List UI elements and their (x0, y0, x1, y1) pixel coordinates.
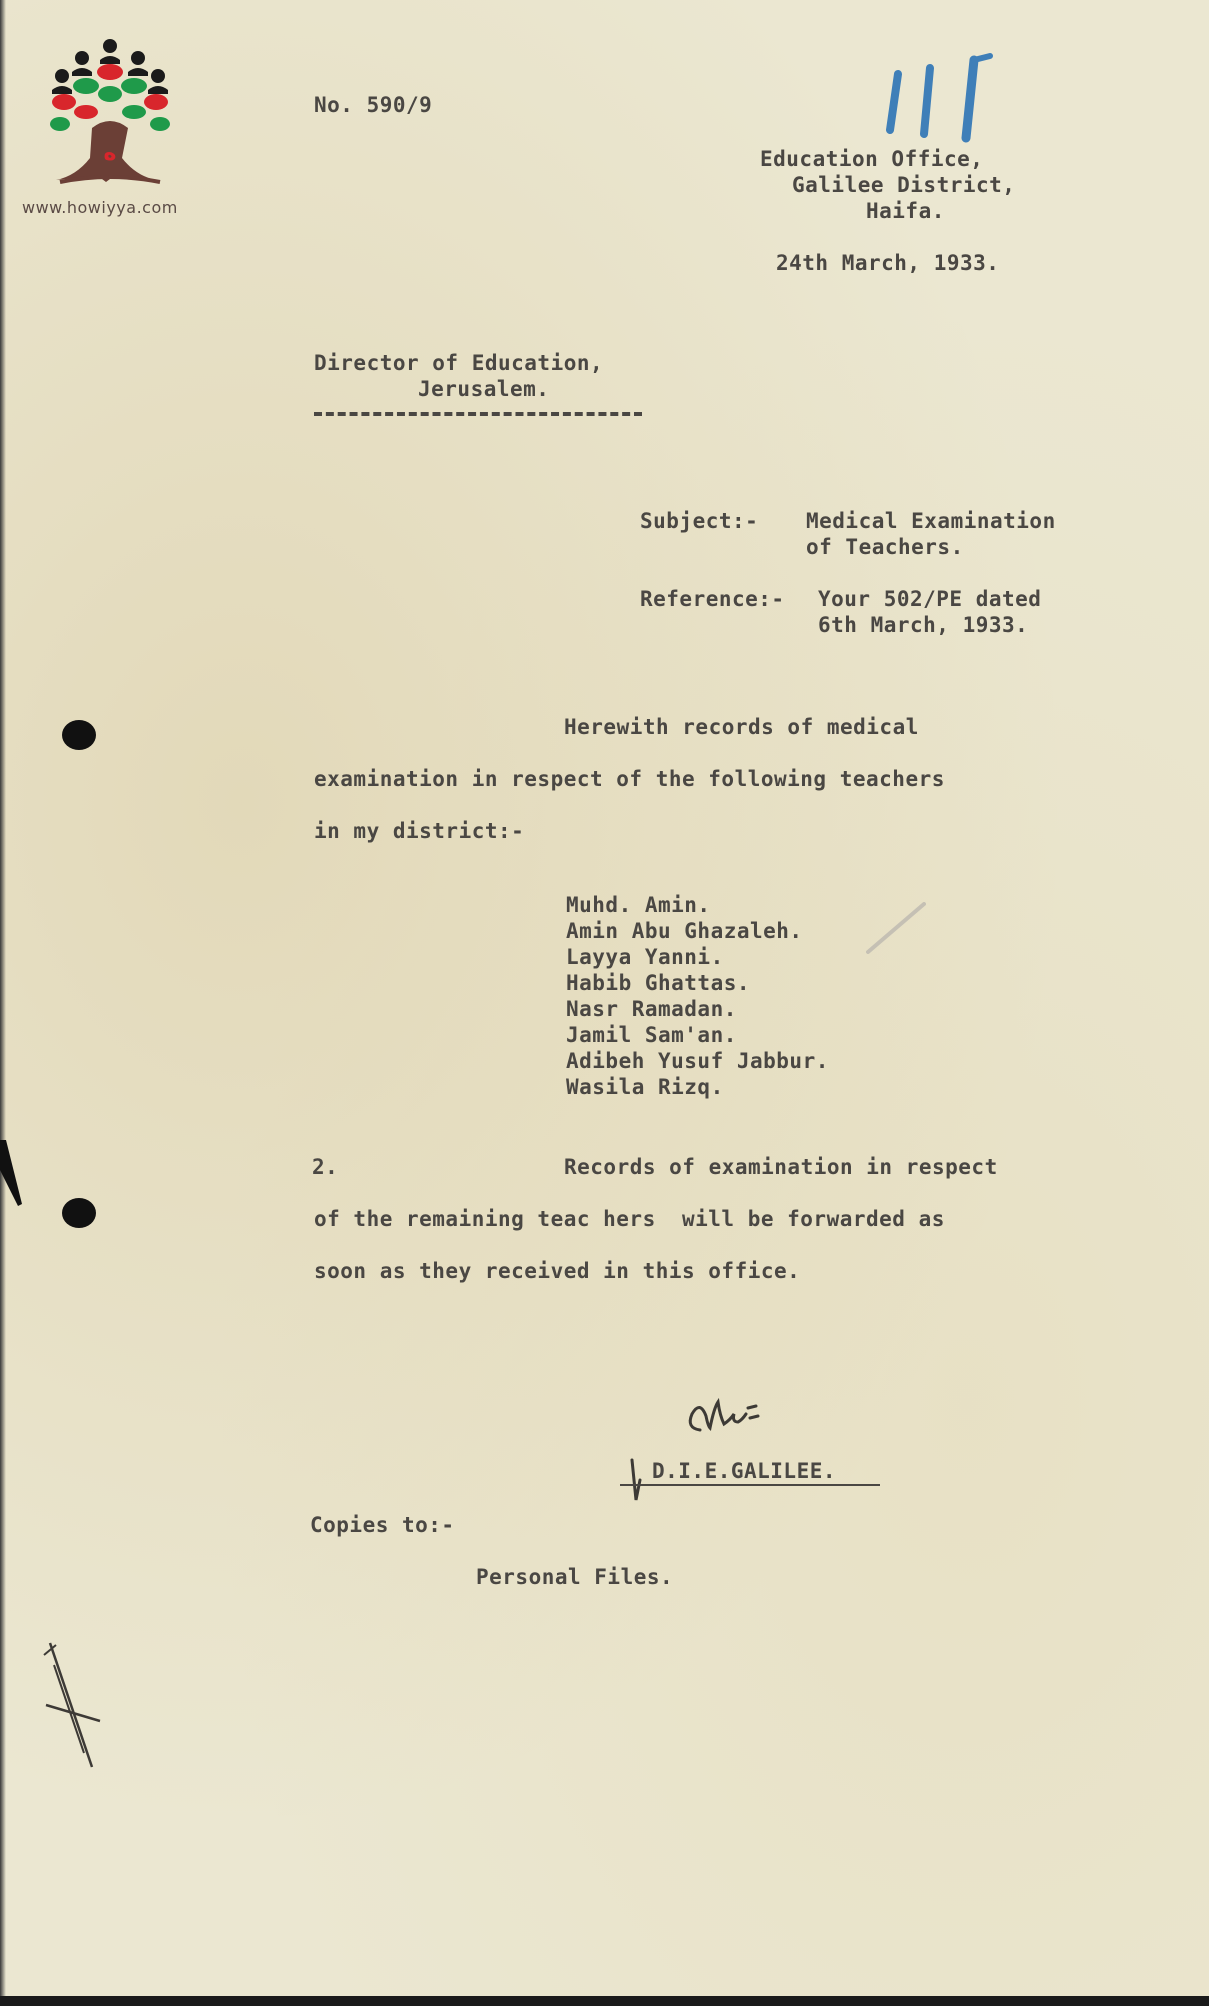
body-para2-line3: soon as they received in this office. (314, 1259, 801, 1283)
copies-label: Copies to:- (310, 1513, 455, 1537)
pencil-annotation-mark-icon (40, 1635, 110, 1775)
teacher-list-item: Layya Yanni. (566, 945, 724, 969)
body-para2-line1: Records of examination in respect (564, 1155, 998, 1179)
reference-line1: Your 502/PE dated (818, 587, 1042, 611)
letter-date: 24th March, 1933. (776, 251, 1000, 275)
subject-line2: of Teachers. (806, 535, 964, 559)
recipient-title: Director of Education, (314, 351, 604, 375)
copies-item: Personal Files. (476, 1565, 674, 1589)
sender-office: Education Office, (760, 147, 984, 171)
recipient-city: Jerusalem. (418, 377, 550, 401)
body-para1-line1: Herewith records of medical (564, 715, 919, 739)
teacher-list-item: Wasila Rizq. (566, 1075, 724, 1099)
body-para2-number: 2. (312, 1155, 339, 1179)
signature-title: D.I.E.GALILEE. (652, 1459, 837, 1483)
sender-district: Galilee District, (792, 173, 1016, 197)
scan-bottom-edge (0, 1996, 1209, 2006)
subject-label: Subject:- (640, 509, 759, 533)
signature-underline (620, 1484, 880, 1486)
logo-website-url[interactable]: www.howiyya.com (22, 198, 178, 217)
punch-hole-top (62, 720, 96, 750)
punch-hole-bottom (62, 1198, 96, 1228)
body-para1-line3: in my district:- (314, 819, 525, 843)
recipient-underline (314, 412, 642, 416)
sender-city: Haifa. (866, 199, 945, 223)
teacher-list-item: Muhd. Amin. (566, 893, 711, 917)
stray-pen-mark-icon (860, 900, 930, 960)
svg-text:ه: ه (103, 141, 117, 166)
reference-label: Reference:- (640, 587, 785, 611)
teacher-list-item: Adibeh Yusuf Jabbur. (566, 1049, 829, 1073)
teacher-list-item: Habib Ghattas. (566, 971, 751, 995)
scan-left-edge (0, 0, 6, 2006)
body-para1-line2: examination in respect of the following teachers (314, 767, 945, 791)
blue-ink-stroke-mark-icon (878, 52, 1008, 152)
body-para2-line2: of the remaining teac hers will be forwarded as (314, 1207, 945, 1231)
family-tree-logo-icon (20, 22, 200, 222)
teacher-list-item: Jamil Sam'an. (566, 1023, 737, 1047)
reference-line2: 6th March, 1933. (818, 613, 1029, 637)
subject-line1: Medical Examination (806, 509, 1056, 533)
file-number: No. 590/9 (314, 93, 433, 117)
scan-edge-mark-icon (0, 1140, 24, 1210)
handwritten-initials-signature-icon (680, 1390, 790, 1450)
teacher-list-item: Amin Abu Ghazaleh. (566, 919, 803, 943)
teacher-list-item: Nasr Ramadan. (566, 997, 737, 1021)
